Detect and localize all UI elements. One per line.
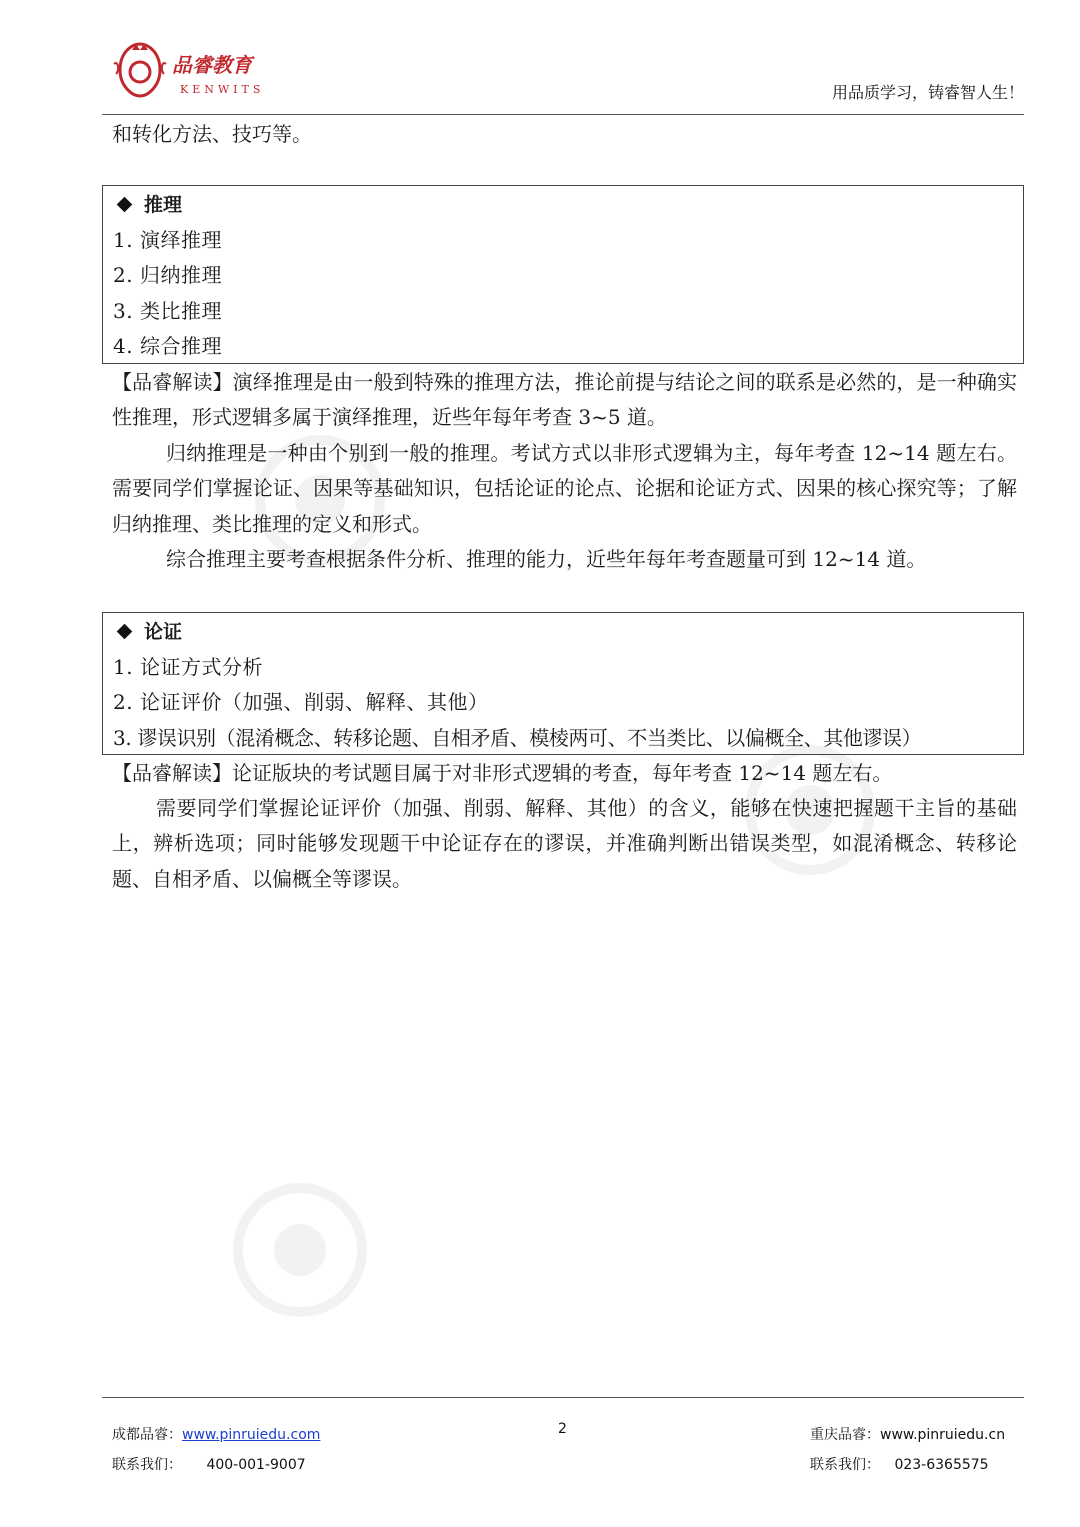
kenwits-logo-icon — [110, 40, 290, 100]
page-number: 2 — [558, 1421, 567, 1437]
chengdu-link[interactable]: www.pinruiedu.com — [182, 1427, 321, 1443]
logo-en-text: KENWITS — [180, 83, 265, 96]
comprehensive-paragraph: 综合推理主要考查根据条件分析、推理的能力，近些年每年考查题量可到 12~14 道。 — [166, 547, 927, 571]
page-header — [102, 34, 1024, 115]
intro-line: 和转化方法、技巧等。 — [112, 122, 312, 146]
list-item: 3. 谬误识别（混淆概念、转移论题、自相矛盾、模棱两可、不当类比、以偏概全、其他谬误） — [113, 725, 922, 750]
chongqing-label: 重庆品睿： — [810, 1427, 880, 1443]
argument-interpretation: 【品睿解读】论证版块的考试题目属于对非形式逻辑的考查，每年考查 12~14 题左右。 — [112, 761, 893, 785]
section-title-argument: 论证 — [113, 615, 1023, 650]
chongqing-url: www.pinruiedu.cn — [880, 1427, 1006, 1443]
footer-divider — [102, 1397, 1024, 1398]
list-item: 2. 归纳推理 — [113, 263, 222, 288]
watermark-logo-3 — [220, 1050, 500, 1330]
section-box-reasoning — [102, 185, 1024, 364]
list-item: 1. 论证方式分析 — [113, 655, 263, 680]
footer-chongqing — [810, 1424, 1005, 1444]
logo-cn-text: 品睿教育 — [172, 53, 252, 77]
contact-label: 联系我们： — [112, 1457, 182, 1473]
section-title-reasoning: 推理 — [113, 188, 1023, 223]
footer-contact-left — [112, 1454, 306, 1474]
diamond-bullet-icon — [117, 197, 133, 213]
list-item: 4. 综合推理 — [113, 333, 222, 358]
section-box-argument — [102, 612, 1024, 755]
footer-contact-right — [810, 1454, 989, 1474]
argument-paragraph: 需要同学们掌握论证评价（加强、削弱、解释、其他）的含义，能够在快速把握题干主旨的基础上，辨析选项；同时能够发现题干中论证存在的谬误，并准确判断出错误类型，如混淆概念、转移论题、自相矛盾、以偏概全等谬误。 — [112, 796, 1017, 891]
phone-right: 023-6365575 — [894, 1457, 989, 1473]
header-slogan: 用品质学习，铸睿智人生！ — [831, 83, 1024, 102]
reasoning-interpretation: 【品睿解读】演绎推理是由一般到特殊的推理方法，推论前提与结论之间的联系是必然的，是一种确实性推理，形式逻辑多属于演绎推理，近些年每年考查 3~5 道。 — [112, 370, 1017, 430]
list-item: 3. 类比推理 — [113, 298, 222, 323]
phone-left: 400-001-9007 — [206, 1457, 306, 1473]
inductive-paragraph: 归纳推理是一种由个别到一般的推理。考试方式以非形式逻辑为主，每年考查 12~14 题左右。需要同学们掌握论证、因果等基础知识，包括论证的论点、论据和论证方式、因果的核心探究等；了解归纳推理、类比推理的定义和形式。 — [112, 441, 1017, 536]
contact-label: 联系我们： — [810, 1457, 880, 1473]
footer-chengdu — [112, 1424, 320, 1444]
chengdu-label: 成都品睿： — [112, 1427, 182, 1443]
diamond-bullet-icon — [117, 624, 133, 640]
list-item: 2. 论证评价（加强、削弱、解释、其他） — [113, 690, 489, 715]
list-item: 1. 演绎推理 — [113, 228, 222, 253]
